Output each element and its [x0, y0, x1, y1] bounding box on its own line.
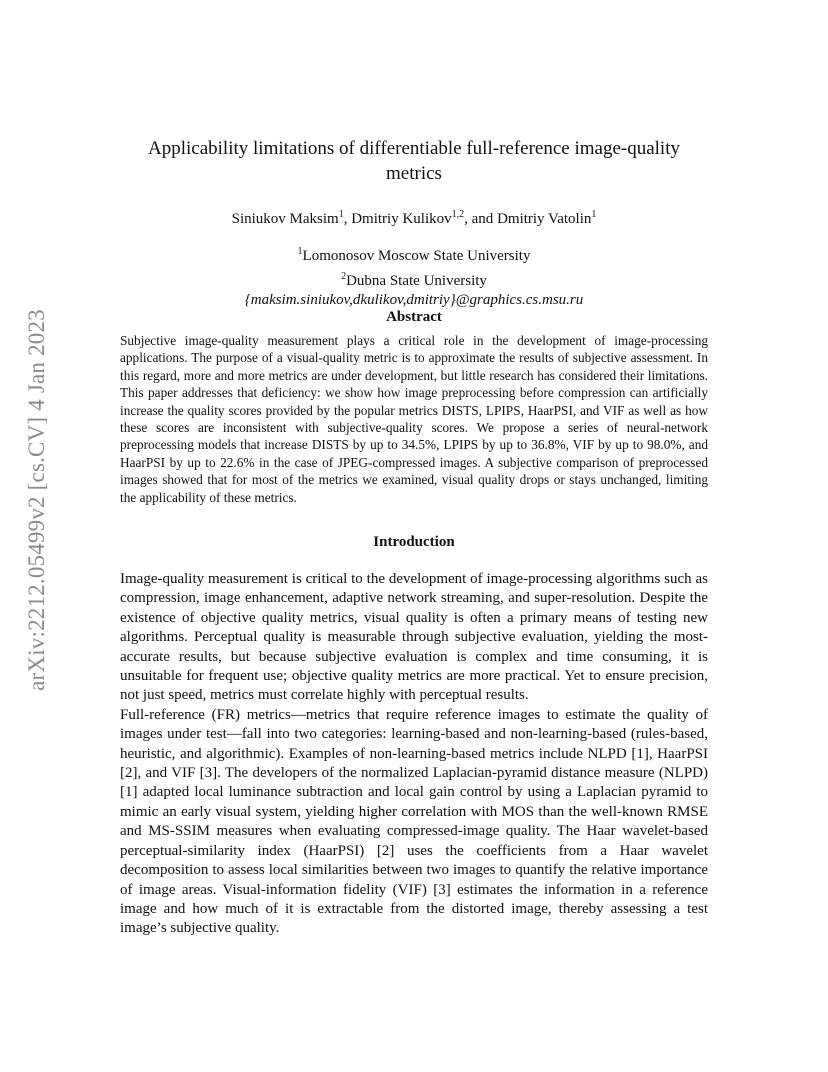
author-affiliation-mark: 1,2 — [451, 209, 465, 220]
affiliation-line — [120, 242, 708, 267]
paragraph: Image-quality measurement is critical to the development of image-processing algorithms such as compression, image enhancement, adaptive network streaming, and super-resolution. Despite the existence of objective quality metrics, visual quality is often a primary means of testing new algorithms. Perceptual quality is measurable through subjective evaluation, yielding the most-accurate results, but because subjective evaluation is complex and time consuming, it is unsuitable for frequent use; objective quality metrics are more practical. Yet to ensure precision, not just speed, metrics must correlate highly with perceptual results. — [120, 571, 708, 704]
abstract-text: Subjective image-quality measurement plays a critical role in the development of image-processing applications. The purpose of a visual-quality metric is to approximate the results of subjective assessment. In this regard, more and more metrics are under development, but little research has considered their limitations. This paper addresses that deficiency: we show how image preprocessing before compression can artificially increase the quality scores provided by the popular metrics DISTS, LPIPS, HaarPSI, and VIF as well as how these scores are inconsistent with subjective-quality scores. We propose a series of neural-network preprocessing models that increase DISTS by up to 34.5%, LPIPS by up to 36.8%, VIF by up to 98.0%, and HaarPSI by up to 22.6% in the case of JPEG-compressed images. A subjective comparison of preprocessed images showed that for most of the metrics we examined, visual quality drops or stays unchanged, limiting the applicability of these metrics. — [120, 333, 708, 505]
affiliation-line — [120, 267, 708, 292]
author-separator: , and — [464, 211, 498, 227]
author-list — [120, 205, 708, 229]
author-name: Siniukov Maksim — [231, 211, 339, 227]
author-name: Dmitriy Kulikov — [351, 211, 452, 227]
author-separator: , — [343, 211, 352, 227]
introduction-body — [120, 570, 708, 939]
arxiv-identifier — [16, 300, 58, 700]
arxiv-identifier-text: arXiv:2212.05499v2 [cs.CV] 4 Jan 2023 — [24, 309, 49, 691]
affiliation-number: 2 — [341, 270, 347, 282]
abstract-heading: Abstract — [386, 309, 442, 325]
affiliation-name: Dubna State University — [346, 272, 487, 289]
author-name: Dmitriy Vatolin — [497, 211, 592, 227]
introduction-heading: Introduction — [373, 534, 455, 550]
affiliation-number: 1 — [297, 246, 303, 257]
paper-title: Applicability limitations of differentiable full-reference image-quality metrics — [148, 138, 680, 184]
paragraph: Full-reference (FR) metrics—metrics that require reference images to estimate the quality of images under test—fall into two categories: learning-based and non-learning-based (rules-based, heuristic, and algorithmic). Examples of non-learning-based metrics include NLPD [1], HaarPSI [2], and VIF [3]. The developers of the normalized Laplacian-pyramid distance measure (NLPD) [1] adapted local luminance subtraction and local gain control by using a Laplacian pyramid to mimic an early visual system, yielding higher correlation with MOS than the well-known RMSE and MS-SSIM measures when evaluating compressed-image quality. The Haar wavelet-based perceptual-similarity index (HaarPSI) [2] uses the coefficients from a Haar wavelet decomposition to assess local similarities between two images to quantify the relative importance of image areas. Visual-information fidelity (VIF) [3] estimates the information in a reference image and how much of it is extractable from the distorted image, thereby assessing a test image’s subjective quality. — [120, 706, 708, 937]
author-affiliation-mark: 1 — [338, 209, 344, 220]
affiliations — [120, 242, 708, 311]
author-email: {maksim.siniukov,dkulikov,dmitriy}@graphics.cs.msu.ru — [244, 292, 584, 308]
affiliation-name: Lomonosov Moscow State University — [302, 248, 531, 264]
author-affiliation-mark: 1 — [591, 209, 597, 220]
